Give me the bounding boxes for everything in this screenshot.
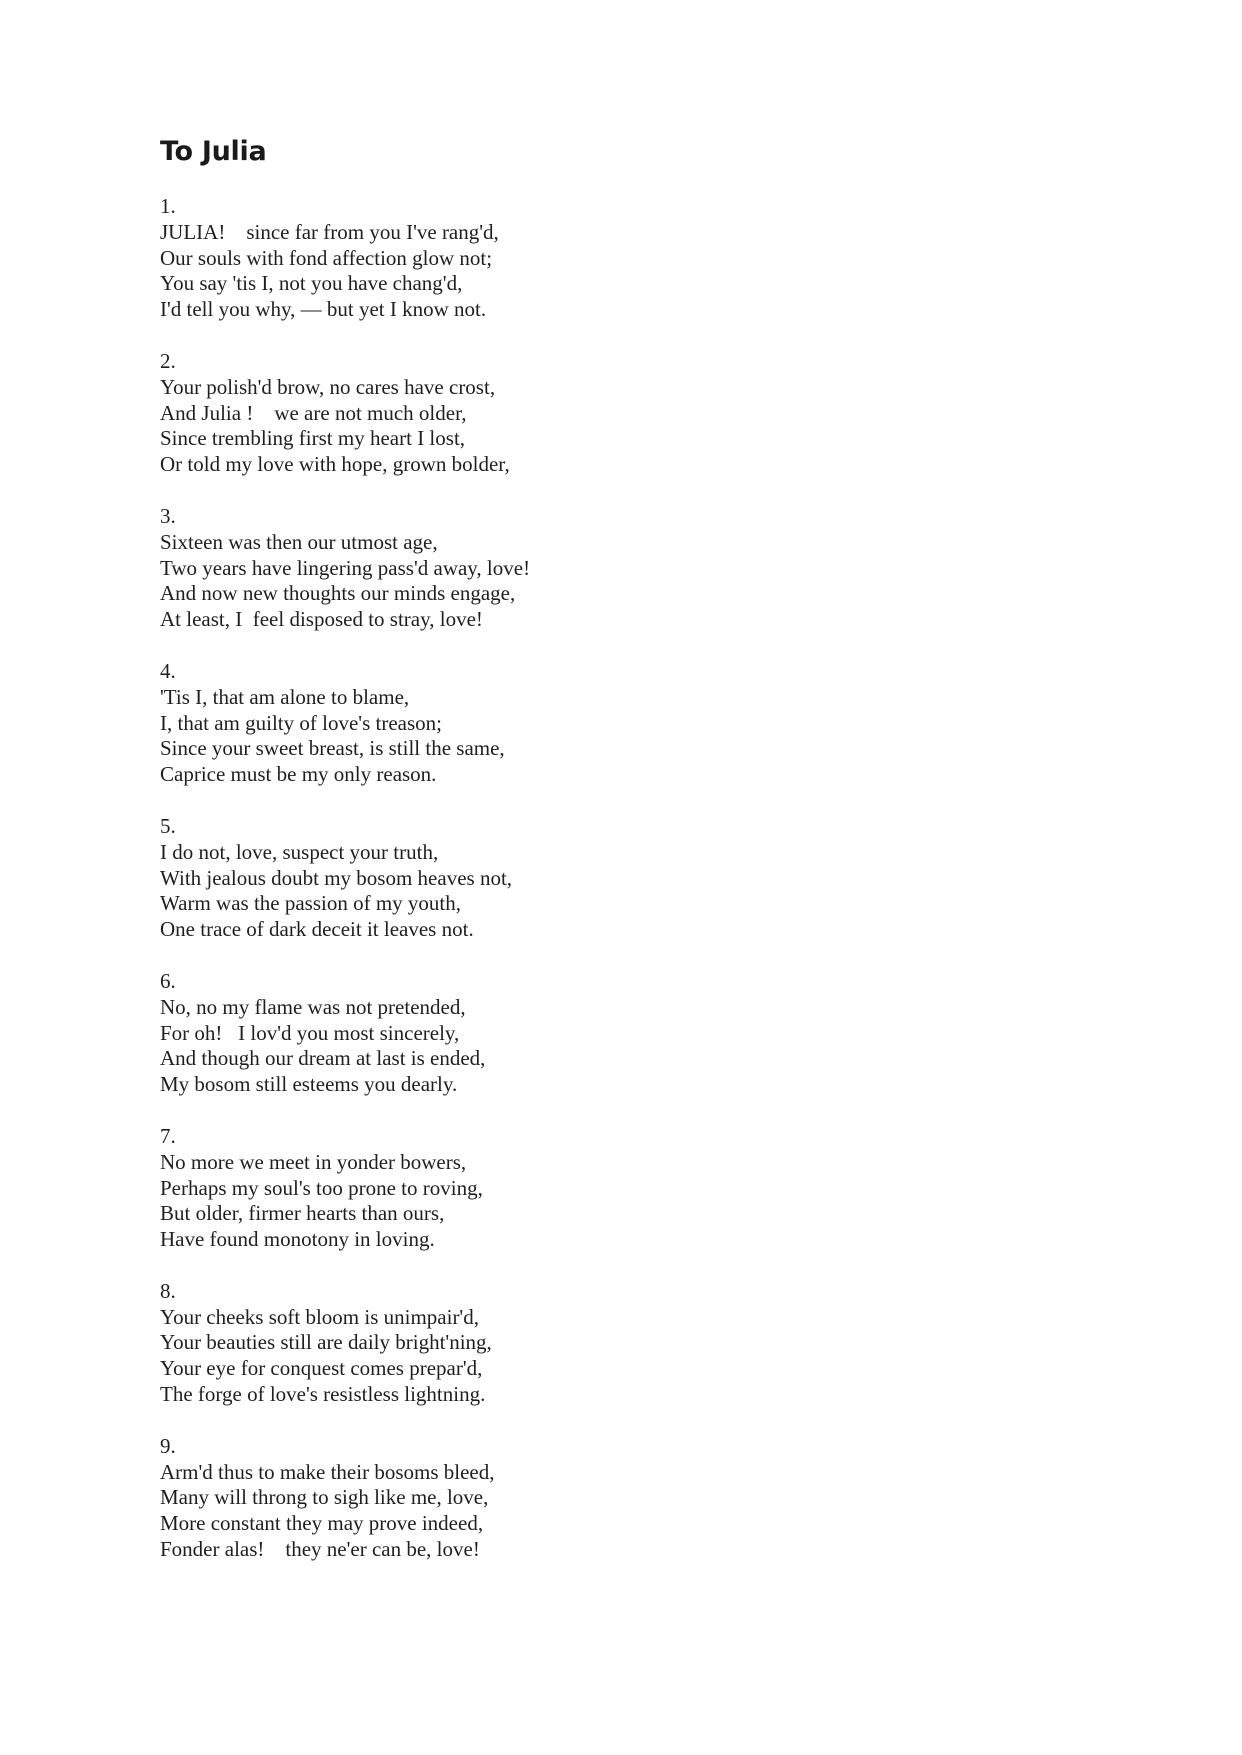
poem-line: With jealous doubt my bosom heaves not,	[160, 865, 513, 890]
poem-line: The forge of love's resistless lightning.	[160, 1382, 486, 1407]
stanza-number: 5.	[160, 813, 176, 838]
poem-line: Your polish'd brow, no cares have crost,	[160, 374, 496, 399]
poem-line: JULIA! since far from you I've rang'd,	[160, 219, 499, 244]
stanza	[160, 1434, 1060, 1563]
poem-line: Your beauties still are daily bright'ning,	[160, 1330, 492, 1355]
poem-line: Warm was the passion of my youth,	[160, 891, 462, 916]
poem-line: Since trembling first my heart I lost,	[160, 426, 466, 451]
stanza-number: 9.	[160, 1433, 176, 1458]
poem-line: Our souls with fond affection glow not;	[160, 245, 493, 270]
stanza	[160, 1279, 1060, 1408]
poem-line: No more we meet in yonder bowers,	[160, 1149, 467, 1174]
stanza	[160, 1124, 1060, 1253]
stanza-number: 2.	[160, 348, 176, 373]
poem-line: Your cheeks soft bloom is unimpair'd,	[160, 1304, 479, 1329]
poem-title: To Julia	[160, 136, 267, 167]
stanza	[160, 349, 1060, 478]
poem-line: I, that am guilty of love's treason;	[160, 710, 442, 735]
poem-line: One trace of dark deceit it leaves not.	[160, 917, 474, 942]
poem-line: I do not, love, suspect your truth,	[160, 839, 439, 864]
poem-line: At least, I feel disposed to stray, love!	[160, 607, 483, 632]
poem-line: Perhaps my soul's too prone to roving,	[160, 1175, 483, 1200]
stanza	[160, 814, 1060, 943]
poem-line: Sixteen was then our utmost age,	[160, 529, 438, 554]
poem-line: Have found monotony in loving.	[160, 1227, 435, 1252]
poem-line: No, no my flame was not pretended,	[160, 994, 466, 1019]
poem-line: Or told my love with hope, grown bolder,	[160, 452, 510, 477]
stanza-number: 3.	[160, 503, 176, 528]
stanza	[160, 504, 1060, 633]
poem-line: And now new thoughts our minds engage,	[160, 581, 516, 606]
poem-line: 'Tis I, that am alone to blame,	[160, 684, 410, 709]
poem-line: Since your sweet breast, is still the same,	[160, 736, 505, 761]
stanza-number: 1.	[160, 194, 176, 218]
poem-body	[160, 194, 1060, 1589]
stanza	[160, 969, 1060, 1098]
poem-line: For oh! I lov'd you most sincerely,	[160, 1020, 460, 1045]
poem-line: And Julia ! we are not much older,	[160, 400, 467, 425]
poem-line: My bosom still esteems you dearly.	[160, 1072, 458, 1097]
poem-line: Caprice must be my only reason.	[160, 762, 437, 787]
poem-line: More constant they may prove indeed,	[160, 1511, 484, 1536]
stanza-number: 4.	[160, 658, 176, 683]
poem-line: Many will throng to sigh like me, love,	[160, 1485, 489, 1510]
stanza-number: 8.	[160, 1278, 176, 1303]
poem-line: Your eye for conquest comes prepar'd,	[160, 1356, 483, 1381]
poem-line: I'd tell you why, — but yet I know not.	[160, 297, 487, 322]
stanza-number: 6.	[160, 968, 176, 993]
poem-line: Fonder alas! they ne'er can be, love!	[160, 1537, 480, 1562]
poem-line: Arm'd thus to make their bosoms bleed,	[160, 1459, 495, 1484]
poem-line: Two years have lingering pass'd away, love!	[160, 555, 531, 580]
poem-line: And though our dream at last is ended,	[160, 1046, 486, 1071]
stanza	[160, 194, 1060, 323]
stanza-number: 7.	[160, 1123, 176, 1148]
poem-line: But older, firmer hearts than ours,	[160, 1201, 445, 1226]
poem-line: You say 'tis I, not you have chang'd,	[160, 271, 463, 296]
stanza	[160, 659, 1060, 788]
